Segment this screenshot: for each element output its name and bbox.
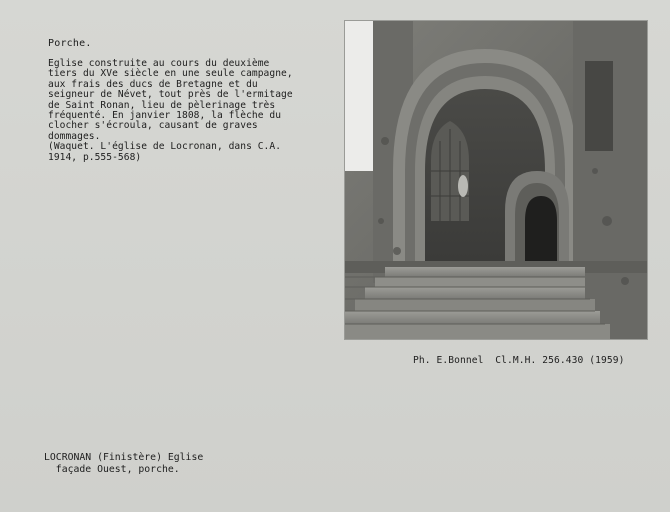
- photo-credit: Ph. E.Bonnel Cl.M.H. 256.430 (1959): [413, 355, 625, 366]
- porch-photograph-image: [345, 21, 647, 339]
- location-caption: LOCRONAN (Finistère) Eglise façade Ouest, porche.: [44, 452, 204, 475]
- record-heading: Porche.: [48, 38, 92, 49]
- porch-photograph[interactable]: [345, 21, 647, 339]
- record-description: Eglise construite au cours du deuxième tiers du XVe siècle en une seule campagne, aux frais des ducs de Bretagne et du seigneur de Névet, tout près de l'ermitage de Saint Ronan, lieu de pèlerinage très fréquenté. En janvier 1808, la flèche du clocher s'écroula, causant de graves dommages. (Waquet. L'église de Locronan, dans C.A. 1914, p.555-568): [48, 58, 293, 163]
